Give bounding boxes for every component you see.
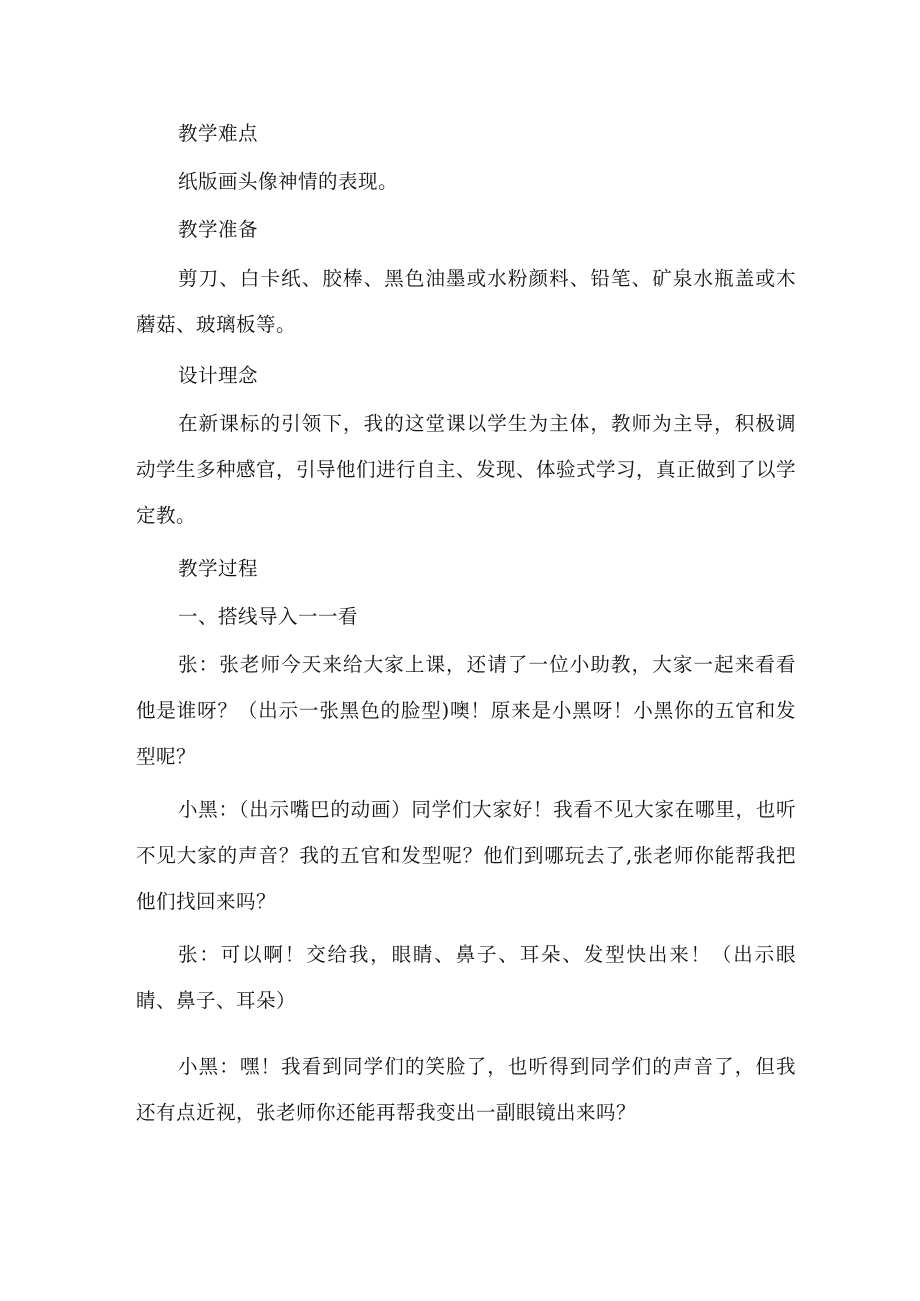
paragraph-design-concept-content: 在新课标的引领下，我的这堂课以学生为主体，教师为主导，积极调动学生多种感官，引导他们进行自主、发现、体验式学习，真正做到了以学定教。 [136, 412, 797, 527]
heading-design-concept: 设计理念 [178, 364, 259, 387]
heading-section-one: 一、搭线导入一一看 [178, 605, 359, 628]
dialogue-xiaohei-glasses: 小黑：嘿！我看到同学们的笑脸了，也听得到同学们的声音了，但我还有点近视，张老师你还能再帮我变出一副眼镜出来吗？ [136, 1055, 796, 1124]
dialogue-xiaohei-request: 小黑：（出示嘴巴的动画）同学们大家好！我看不见大家在哪里，也听不见大家的声音？我的五官和发型呢？他们到哪玩去了,张老师你能帮我把他们找回来吗？ [136, 798, 796, 913]
heading-teaching-process: 教学过程 [178, 557, 259, 580]
heading-teaching-difficulty: 教学难点 [178, 122, 259, 145]
paragraph-difficulty-content: 纸版画头像神情的表现。 [178, 170, 399, 193]
heading-teaching-preparation: 教学准备 [178, 218, 259, 241]
dialogue-teacher-intro: 张：张老师今天来给大家上课，还请了一位小助教，大家一起来看看他是谁呀？（出示一张黑色的脸型)噢！原来是小黑呀！小黑你的五官和发型呢？ [136, 653, 796, 768]
dialogue-teacher-response: 张：可以啊！交给我，眼睛、鼻子、耳朵、发型快出来！（出示眼睛、鼻子、耳朵） [136, 943, 796, 1012]
paragraph-preparation-content: 剪刀、白卡纸、胶棒、黑色油墨或水粉颜料、铅笔、矿泉水瓶盖或木蘑菇、玻璃板等。 [136, 267, 796, 336]
